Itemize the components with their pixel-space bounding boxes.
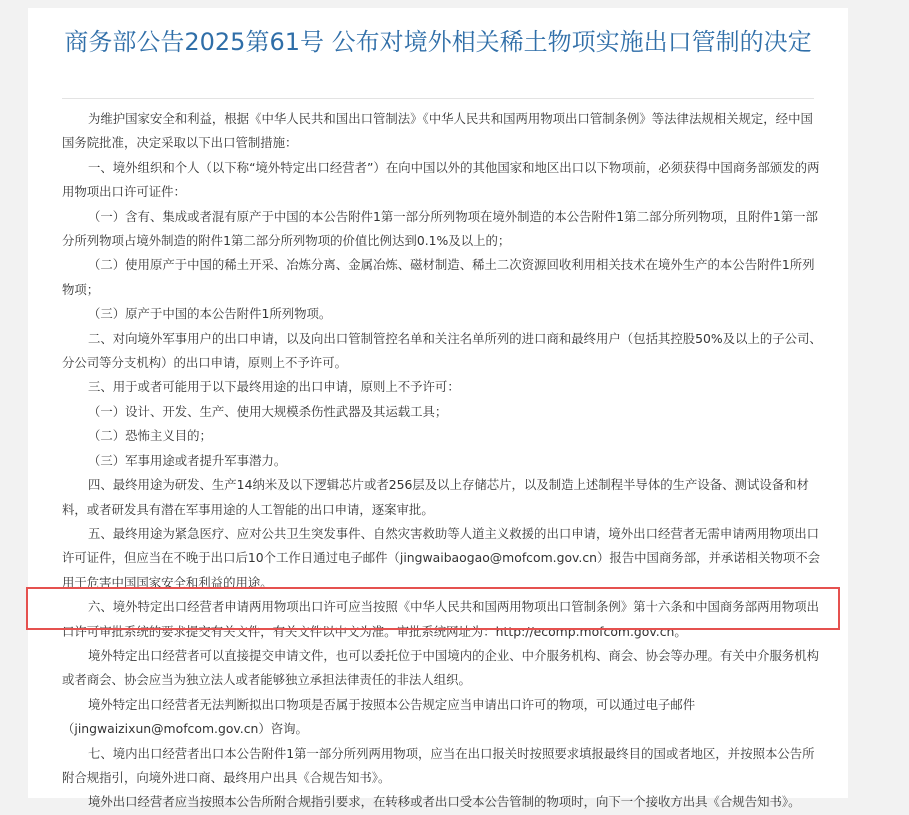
- paragraph-6-a: 境外特定出口经营者可以直接提交申请文件，也可以委托位于中国境内的企业、中介服务机构、商会、协会等办理。有关中介服务机构或者商会、协会应当为独立法人或者能够独立承担法律责任的非法人组织。: [62, 647, 820, 688]
- paragraph-5: 五、最终用途为紧急医疗、应对公共卫生突发事件、自然灾害救助等人道主义救援的出口申请，境外出口经营者无需申请两用物项出口许可证件，但应当在不晚于出口后10个工作日通过电子邮件（jingwaibaogao@mofcom.gov.cn）报告中国商务部，并承诺相关物项不会用于危害中国国家安全和利益的用途。: [62, 525, 821, 590]
- page-title: 商务部公告2025第61号 公布对境外相关稀土物项实施出口管制的决定: [64, 28, 812, 56]
- article-page: [28, 8, 848, 810]
- paragraph-4: 四、最终用途为研发、生产14纳米及以下逻辑芯片或者256层及以上存储芯片，以及制造上述制程半导体的生产设备、测试设备和材料，或者研发具有潜在军事用途的人工智能的出口申请，逐案审批。: [62, 477, 809, 517]
- paragraph-6: 六、境外特定出口经营者申请两用物项出口许可应当按照《中华人民共和国两用物项出口管制条例》第十六条和中国商务部两用物项出口许可审批系统的要求提交有关文件，有关文件以中文为准。审批系统网址为：http://ecomp.mofcom.gov.cn。: [62, 599, 820, 639]
- article-body: [62, 107, 824, 815]
- title-divider: [62, 98, 814, 99]
- paragraph-3-2: （二）恐怖主义目的；: [88, 428, 212, 444]
- paragraph-1-3: （三）原产于中国的本公告附件1所列物项。: [88, 306, 332, 322]
- paragraph-1-2: （二）使用原产于中国的稀土开采、冶炼分离、金属冶炼、磁材制造、稀土二次资源回收利用相关技术在境外生产的本公告附件1所列物项；: [62, 257, 815, 297]
- paragraph-3-1: （一）设计、开发、生产、使用大规模杀伤性武器及其运载工具；: [88, 403, 448, 419]
- paragraph-1-1: （一）含有、集成或者混有原产于中国的本公告附件1第一部分所列物项在境外制造的本公告附件1第二部分所列物项，且附件1第一部分所列物项占境外制造的附件1第二部分所列物项的价值比例达到0.1%及以上的；: [62, 208, 818, 249]
- paragraph-intro: 为维护国家安全和利益，根据《中华人民共和国出口管制法》《中华人民共和国两用物项出口管制条例》等法律法规相关规定，经中国国务院批准，决定采取以下出口管制措施：: [62, 111, 813, 151]
- paragraph-3-3: （三）军事用途或者提升军事潜力。: [88, 452, 287, 468]
- paragraph-2: 二、对向境外军事用户的出口申请，以及向出口管制管控名单和关注名单所列的进口商和最终用户（包括其控股50%及以上的子公司、分公司等分支机构）的出口申请，原则上不予许可。: [62, 330, 822, 371]
- paragraph-7: 七、境内出口经营者出口本公告附件1第一部分所列两用物项，应当在出口报关时按照要求填报最终目的国或者地区，并按照本公告所附合规指引，向境外进口商、最终用户出具《合规告知书》。: [62, 745, 815, 785]
- paragraph-1: 一、境外组织和个人（以下称“境外特定出口经营者”）在向中国以外的其他国家和地区出口以下物项前，必须获得中国商务部颁发的两用物项出口许可证件：: [62, 159, 820, 200]
- paragraph-7-a: 境外出口经营者应当按照本公告所附合规指引要求，在转移或者出口受本公告管制的物项时，向下一个接收方出具《合规告知书》。: [88, 794, 801, 810]
- paragraph-3: 三、用于或者可能用于以下最终用途的出口申请，原则上不予许可：: [88, 379, 460, 395]
- paragraph-6-b: 境外特定出口经营者无法判断拟出口物项是否属于按照本公告规定应当申请出口许可的物项，可以通过电子邮件（jingwaizixun@mofcom.gov.cn）咨询。: [62, 696, 696, 737]
